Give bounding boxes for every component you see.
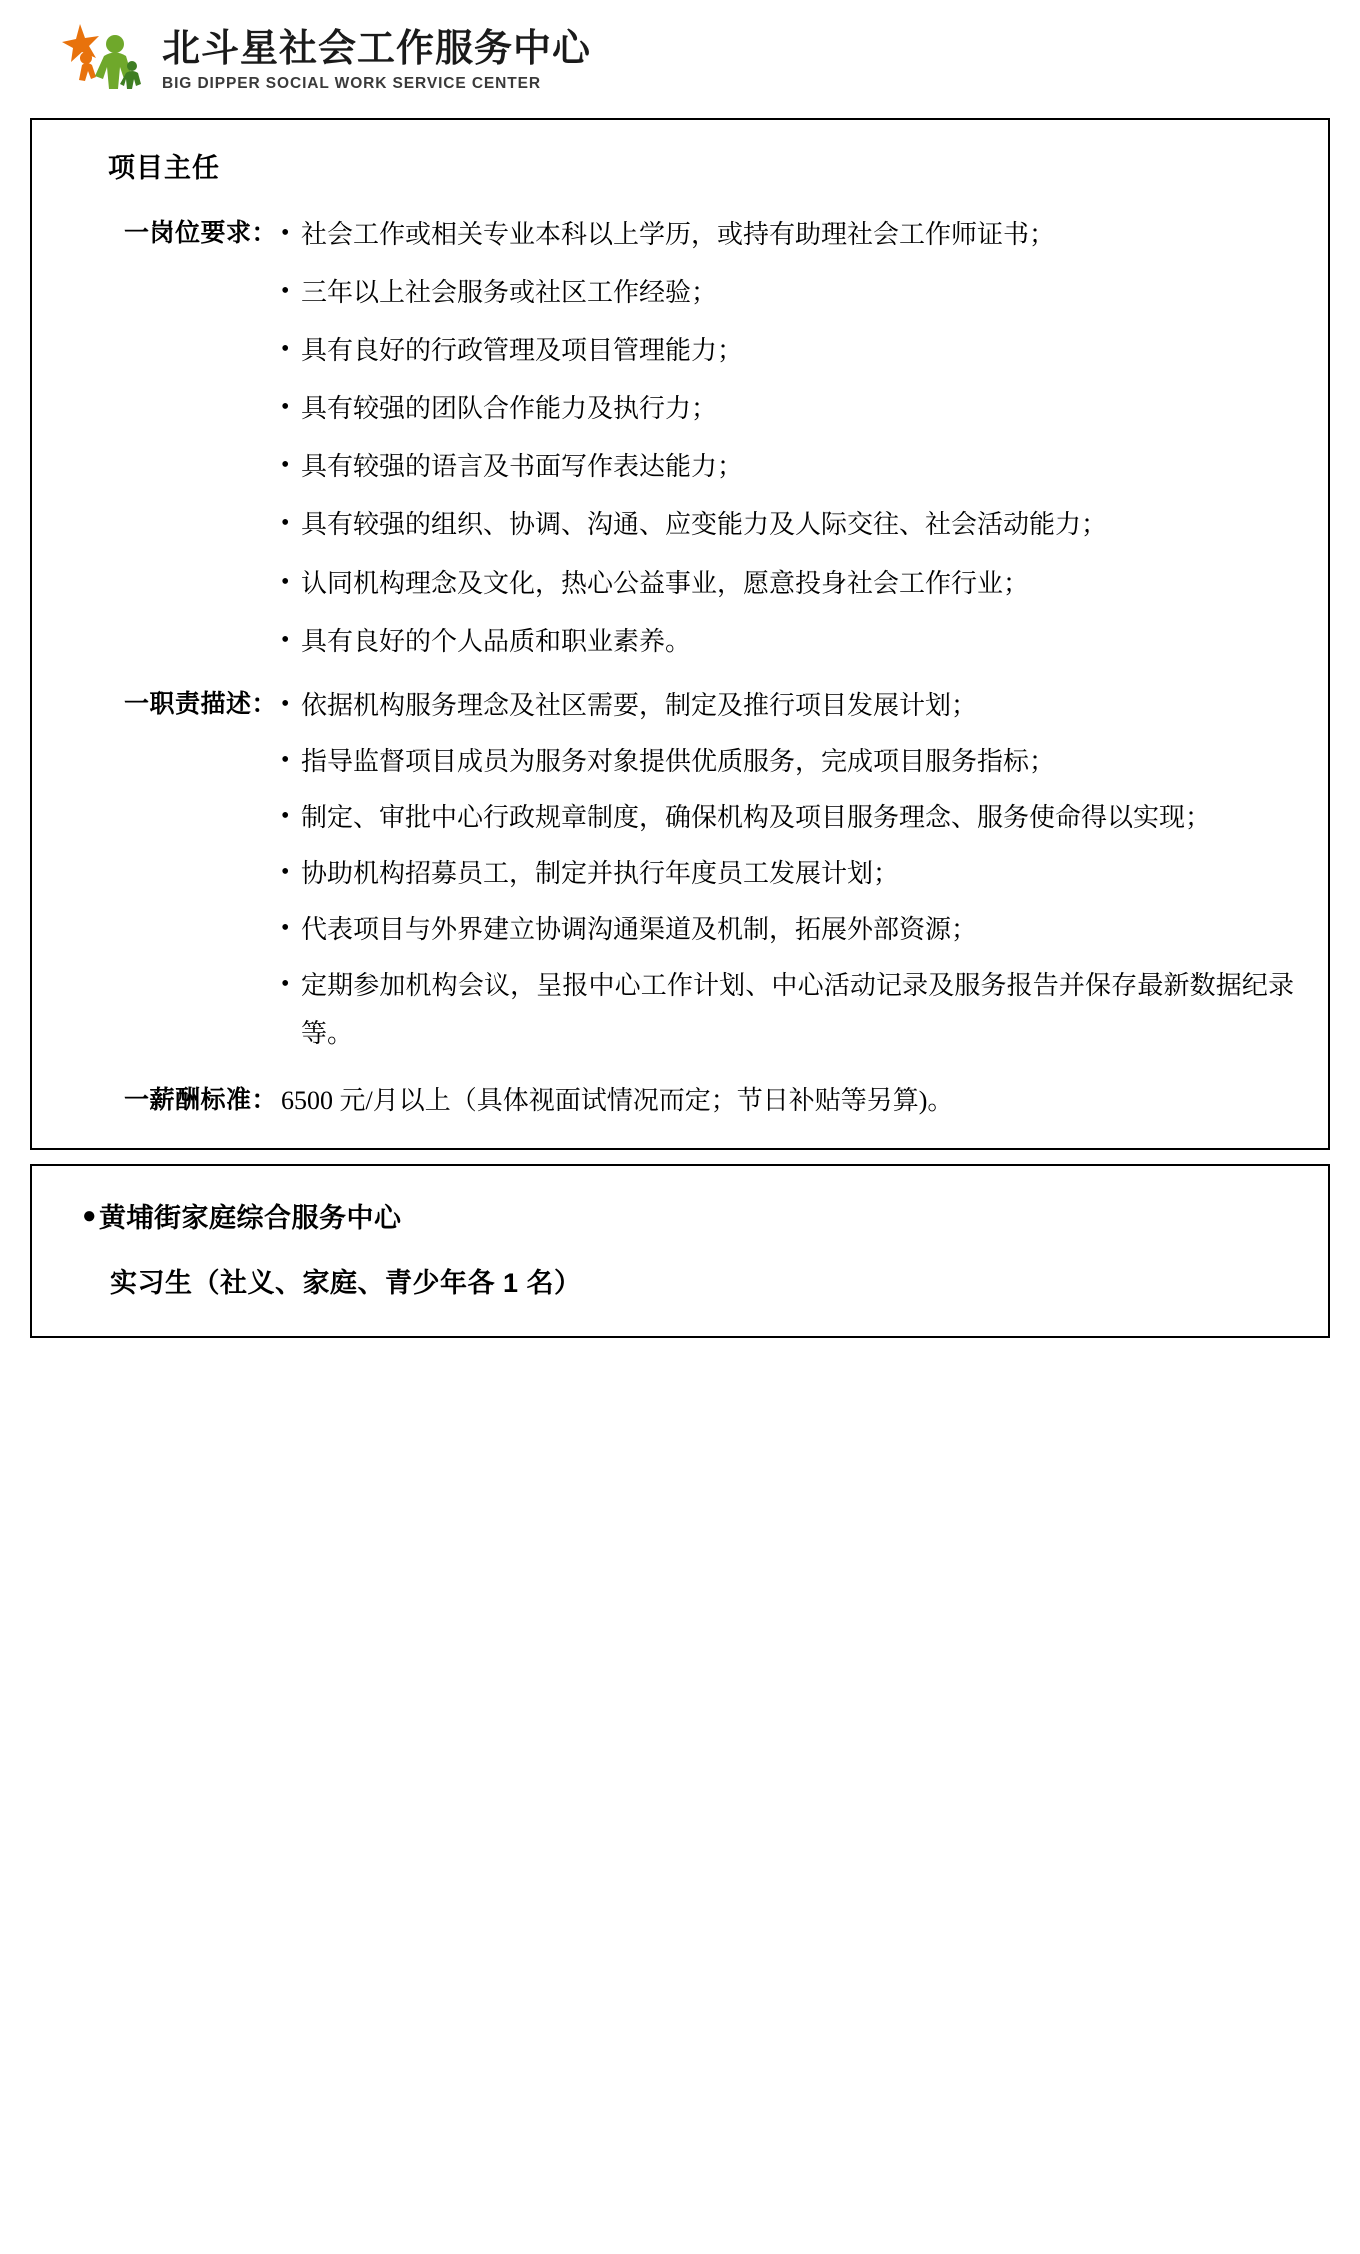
next-center-block	[30, 1164, 1330, 1338]
list-item: • 社会工作或相关专业本科以上学历，或持有助理社会工作师证书；	[279, 211, 1294, 259]
document-header	[0, 0, 1360, 118]
center-name: 黄埔街家庭综合服务中心	[99, 1203, 402, 1233]
duties-label: 一职责描述：	[124, 689, 278, 718]
list-item: • 三年以上社会服务或社区工作经验；	[279, 269, 1294, 317]
page-title: 项目主任	[108, 153, 220, 183]
list-item: • 指导监督项目成员为服务对象提供优质服务，完成项目服务指标；	[279, 738, 1294, 786]
logo-wordmark	[162, 27, 592, 92]
list-item: • 代表项目与外界建立协调沟通渠道及机制，拓展外部资源；	[279, 906, 1294, 954]
salary-value: 6500 元/月以上（具体视面试情况而定；节日补贴等另算)。	[281, 1086, 954, 1116]
list-item: • 具有良好的行政管理及项目管理能力；	[279, 327, 1294, 375]
position-name: 实习生（社义、家庭、青少年各 1 名）	[110, 1268, 582, 1298]
center-name-row	[82, 1196, 1294, 1235]
list-item: • 制定、审批中心行政规章制度，确保机构及项目服务理念、服务使命得以实现；	[279, 794, 1294, 842]
list-item: • 定期参加机构会议，呈报中心工作计划、中心活动记录及服务报告并保存最新数据纪录等。	[279, 962, 1294, 1058]
requirements-section	[66, 211, 1294, 676]
salary-section	[66, 1080, 1294, 1122]
filled-circle-bullet-icon: ●	[82, 1201, 97, 1229]
list-item: • 认同机构理念及文化，热心公益事业，愿意投身社会工作行业；	[279, 560, 1294, 608]
salary-label: 一薪酬标准：	[124, 1086, 278, 1115]
list-item: • 具有较强的团队合作能力及执行力；	[279, 385, 1294, 433]
org-name-en: BIG DIPPER SOCIAL WORK SERVICE CENTER	[162, 74, 541, 92]
duties-list	[279, 682, 1294, 1059]
requirements-label: 一岗位要求：	[124, 219, 278, 247]
list-item: • 具有良好的个人品质和职业素养。	[279, 618, 1294, 666]
list-item: • 依据机构服务理念及社区需要，制定及推行项目发展计划；	[279, 682, 1294, 730]
org-name-cn: 北斗星社会工作服务中心	[162, 27, 592, 70]
list-item: • 具有较强的语言及书面写作表达能力；	[279, 443, 1294, 491]
duties-section	[66, 682, 1294, 1067]
list-item: • 具有较强的组织、协调、沟通、应变能力及人际交往、社会活动能力；	[279, 501, 1294, 549]
list-item: • 协助机构招募员工，制定并执行年度员工发展计划；	[279, 850, 1294, 898]
job-posting-block	[30, 118, 1330, 1150]
requirements-list	[279, 211, 1294, 666]
bigdipper-star-people-logo-icon	[60, 18, 146, 104]
